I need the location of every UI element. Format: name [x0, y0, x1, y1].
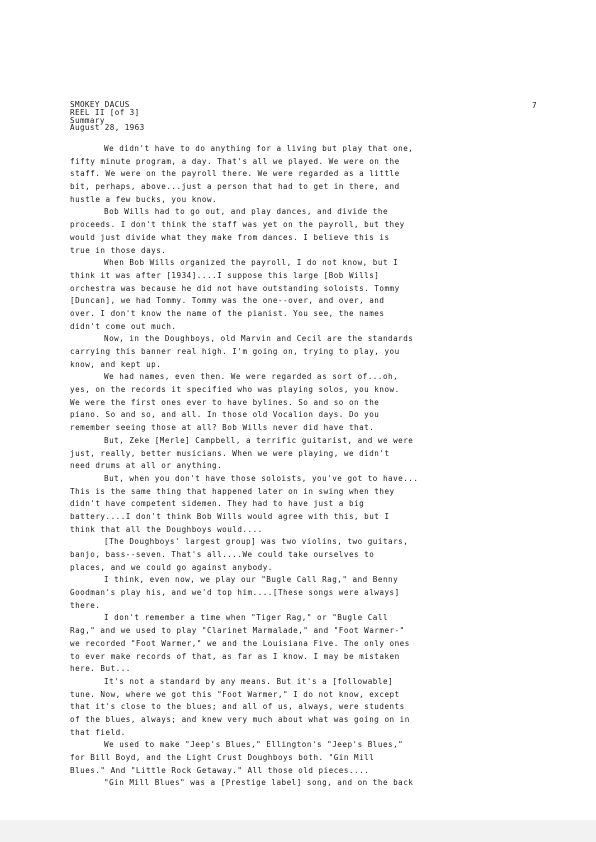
body-line: to ever make records of that, as far as I know. I may be mistaken	[70, 651, 400, 661]
body-line: battery....I don't think Bob Wills would agree with this, but I	[70, 511, 390, 521]
body-line: Rag," and we used to play "Clarinet Marmalade," and "Foot Warmer-"	[70, 626, 405, 636]
body-line: piano. So and so, and all. In those old Vocalion days. Do you	[70, 410, 380, 420]
body-line: I think, even now, we play our "Bugle Call Rag," and Benny	[104, 575, 399, 585]
body-line: just, really, better musicians. When we were playing, we didn't	[70, 448, 390, 458]
header-type: Summary	[70, 115, 105, 125]
body-line: I don't remember a time when "Tiger Rag," or "Bugle Call	[104, 613, 389, 623]
body-line: We had names, even then. We were regarded as sort of...oh,	[104, 372, 399, 382]
body-line: carrying this banner real high. I'm going on, trying to play, you	[70, 347, 400, 356]
body-line: would just divide what they make from dances. I believe this is	[70, 232, 390, 242]
body-line: places, and we could go against anybody.	[70, 562, 273, 572]
body-line: Blues." And "Little Rock Getaway." All those old pieces....	[70, 765, 370, 775]
body-line: We didn't have to do anything for a living but play that one,	[104, 144, 414, 153]
body-line: [Duncan], we had Tommy. Tommy was the one--over, and over, and	[70, 296, 385, 306]
body-line: Bob Wills had to go out, and play dances, and divide the	[104, 207, 389, 217]
body-line: we recorded "Foot Warmer," we and the Louisiana Five. The only ones	[70, 638, 410, 648]
body-line: banjo, bass--seven. That's all....We could take ourselves to	[70, 550, 375, 559]
header-reel: REEL II [of 3]	[70, 107, 140, 117]
header-name: SMOKEY DACUS	[70, 100, 130, 109]
body-line: But, when you don't have those soloists, you've got to have...	[104, 473, 419, 483]
body-line: that it's close to the blues; and all of us, always, were students	[70, 702, 405, 712]
page-number: 7	[532, 101, 537, 110]
body-line: think that all the Doughboys would....	[70, 524, 263, 534]
body-line: proceeds. I don't think the staff was yet on the payroll, but they	[70, 220, 405, 230]
body-line: It's not a standard by any means. But it's a [followable]	[104, 676, 394, 686]
body-line: didn't come out much.	[70, 321, 177, 331]
body-line: yes, on the records it specified who was playing solos, you know.	[70, 385, 400, 395]
body-line: bit, perhaps, above...just a person that had to get in there, and	[70, 182, 400, 192]
body-line: fifty minute program, a day. That's all we played. We were on the	[70, 156, 400, 166]
body-line: Now, in the Doughboys, old Marvin and Cecil are the standards	[104, 334, 414, 344]
body-line: of the blues, always; and knew very much about what was going on in	[70, 714, 410, 724]
body-line: tune. Now, where we got this "Foot Warmer," I do not know, except	[70, 689, 400, 699]
body-line: for Bill Boyd, and the Light Crust Doughboys both. "Gin Mill	[70, 753, 375, 762]
body-line: that field.	[70, 727, 126, 737]
body-line: But, Zeke [Merle] Campbell, a terrific guitarist, and we were	[104, 435, 414, 445]
body-line: remember seeing those at all? Bob Wills never did have that.	[70, 423, 375, 433]
body-line: We used to make "Jeep's Blues," Ellington's "Jeep's Blues,"	[104, 740, 404, 750]
transcript-body	[70, 143, 538, 790]
page-bottom-margin	[0, 820, 596, 842]
body-line: need drums at all or anything.	[70, 461, 223, 471]
body-line: We were the first ones ever to have bylines. So and so on the	[70, 397, 380, 407]
body-line: there.	[70, 600, 101, 610]
body-line: When Bob Wills organized the payroll, I do not know, but I	[104, 258, 399, 268]
body-line: hustle a few bucks, you know.	[70, 194, 218, 204]
body-line: "Gin Mill Blues" was a [Prestige label] song, and on the back	[104, 778, 414, 788]
transcript-header	[70, 101, 145, 132]
body-line: think it was after [1934]....I suppose this large [Bob Wills]	[70, 270, 380, 280]
body-line: This is the same thing that happened later on in swing when they	[70, 486, 395, 496]
body-line: over. I don't know the name of the pianist. You see, the names	[70, 308, 385, 318]
body-line: here. But...	[70, 664, 131, 674]
header-date: August 28, 1963	[70, 123, 145, 133]
body-line: staff. We were on the payroll there. We were regarded as a little	[70, 169, 400, 179]
body-line: true in those days.	[70, 245, 167, 255]
body-line: didn't have competent sidemen. They had to have just a big	[70, 499, 365, 509]
body-line: know, and kept up.	[70, 359, 162, 369]
body-line: Goodman's play his, and we'd top him....[These songs were always]	[70, 588, 400, 598]
body-line: orchestra was because he did not have outstanding soloists. Tommy	[70, 283, 400, 293]
body-line: [The Doughboys' largest group] was two violins, two guitars,	[104, 537, 409, 547]
